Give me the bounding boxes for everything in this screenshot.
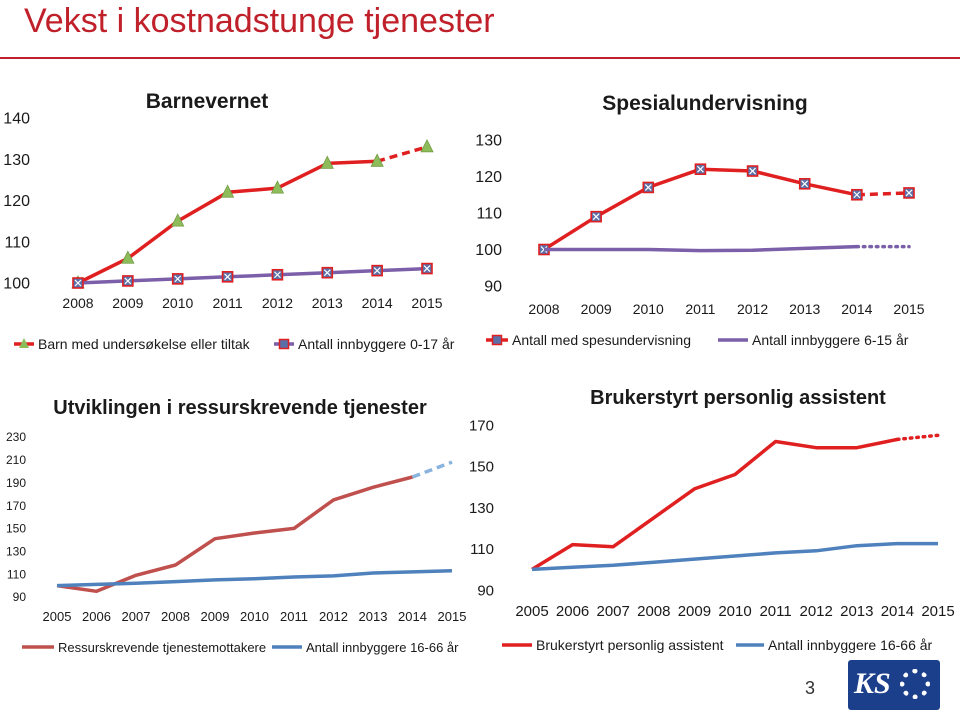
- chart1-legend1-label: Antall innbyggere 6-15 år: [752, 332, 909, 348]
- chart0-ytick-label: 100: [3, 275, 30, 293]
- chart0-ytick-label: 120: [3, 193, 30, 211]
- chart2-xtick-label: 2010: [240, 609, 269, 624]
- chart2-xtick-label: 2013: [358, 609, 388, 624]
- chart3-ytick-label: 110: [470, 541, 494, 558]
- page-number: 3: [805, 678, 816, 698]
- chart0-legend1-label: Antall innbyggere 0-17 år: [298, 336, 455, 352]
- chart3-legend1-label: Antall innbyggere 16-66 år: [768, 637, 933, 653]
- chart1-series0-point: [748, 166, 758, 176]
- chart0-xtick-label: 2012: [261, 295, 294, 311]
- chart0-series0-line: [78, 161, 377, 283]
- chart1-ytick-label: 110: [476, 205, 502, 223]
- chart1-xtick-label: 2014: [841, 301, 873, 317]
- chart2-xtick-label: 2007: [121, 609, 151, 624]
- chart1-xtick-label: 2013: [789, 301, 821, 317]
- chart3-xtick-label: 2012: [799, 603, 833, 620]
- chart1-xtick-label: 2010: [632, 301, 664, 317]
- chart2-xtick-label: 2014: [398, 609, 427, 624]
- chart2-xtick-label: 2008: [161, 609, 190, 624]
- chart0-xtick-label: 2013: [311, 295, 343, 311]
- chart3-ytick-label: 170: [468, 417, 494, 435]
- chart1-ytick-label: 130: [475, 132, 502, 150]
- chart3-xtick-label: 2008: [637, 603, 671, 620]
- chart1-xtick-label: 2012: [736, 301, 769, 317]
- chart1-series0-point: [904, 188, 914, 198]
- chart0-xtick-label: 2009: [112, 295, 144, 311]
- chart1-series0-point: [643, 182, 653, 192]
- chart3-xtick-label: 2006: [555, 603, 590, 620]
- chart0-series1-point: [173, 274, 183, 284]
- chart3-ytick-label: 130: [468, 499, 494, 517]
- chart2-series0-projection: [413, 462, 453, 477]
- chart3-xtick-label: 2013: [840, 603, 874, 620]
- chart2-ytick-label: 170: [5, 498, 26, 513]
- chart0-xtick-label: 2015: [411, 295, 443, 311]
- chart1-ytick-label: 100: [475, 242, 502, 260]
- chart2-ytick-label: 210: [5, 453, 26, 468]
- chart3-series0-projection: [897, 435, 938, 439]
- chart3-xtick-label: 2005: [515, 603, 549, 620]
- chart0-ytick-label: 130: [3, 151, 30, 169]
- chart2-ytick-label: 90: [12, 590, 26, 605]
- chart2-series1-line: [57, 571, 452, 586]
- chart2-ytick-label: 230: [5, 430, 26, 445]
- chart2-xtick-label: 2005: [42, 609, 72, 624]
- chart1-legend0-marker: [493, 336, 502, 345]
- chart0-series0-projection: [377, 147, 427, 161]
- chart1-series0-point: [800, 179, 810, 189]
- ks-logo-ring-icon: [900, 669, 930, 699]
- chart1-series0-point: [852, 190, 862, 200]
- chart3-ytick-label: 150: [468, 458, 494, 476]
- chart1-legend0-label: Antall med spesundervisning: [512, 332, 691, 348]
- chart0-series1-point: [272, 270, 282, 280]
- chart0-series1-point: [73, 278, 83, 288]
- chart1-xtick-label: 2008: [528, 301, 560, 317]
- chart3-legend0-label: Brukerstyrt personlig assistent: [536, 637, 724, 653]
- chart2-ytick-label: 150: [5, 521, 26, 536]
- chart1-series0-projection: [857, 193, 909, 195]
- chart3-xtick-label: 2015: [921, 603, 955, 620]
- chart2-xtick-label: 2009: [200, 609, 230, 624]
- chart0-xtick-label: 2008: [62, 295, 94, 311]
- ks-logo: [848, 660, 940, 710]
- chart1-xtick-label: 2009: [580, 301, 612, 317]
- chart2-xtick-label: 2015: [437, 609, 467, 624]
- chart0-series0-point: [421, 140, 433, 152]
- chart0-xtick-label: 2014: [361, 295, 393, 311]
- chart0-series1-point: [223, 272, 233, 282]
- chart2-ytick-label: 130: [5, 544, 26, 559]
- chart0-series1-point: [123, 276, 133, 286]
- chart1-ytick-label: 90: [484, 278, 502, 296]
- chart0-series1-point: [372, 266, 382, 276]
- chart1-series1-line: [544, 247, 857, 251]
- chart1-xtick-label: 2011: [685, 301, 716, 317]
- chart1-series0-point: [695, 164, 705, 174]
- chart3-series0-line: [532, 439, 897, 569]
- chart2-legend0-label: Ressurskrevende tjenestemottakere: [58, 640, 267, 655]
- chart3-xtick-label: 2009: [677, 603, 712, 620]
- chart0-legend0-label: Barn med undersøkelse eller tiltak: [38, 336, 250, 352]
- chart0-title: Barnevernet: [145, 90, 269, 113]
- chart3-series1-line: [532, 544, 938, 570]
- chart0-xtick-label: 2010: [162, 295, 194, 311]
- chart0-series1-point: [422, 264, 432, 274]
- chart0-ytick-label: 110: [4, 234, 30, 252]
- chart0-legend1-marker: [280, 340, 289, 349]
- chart1-ytick-label: 120: [475, 169, 502, 187]
- chart3-title: Brukerstyrt personlig assistent: [590, 387, 886, 409]
- chart2-title: Utviklingen i ressurskrevende tjenester: [53, 397, 427, 419]
- chart2-xtick-label: 2012: [319, 609, 348, 624]
- chart3-ytick-label: 90: [477, 582, 494, 600]
- chart3-xtick-label: 2014: [880, 603, 915, 620]
- chart1-series0-point: [591, 212, 601, 222]
- chart1-xtick-label: 2015: [893, 301, 925, 317]
- chart2-ytick-label: 190: [5, 475, 26, 490]
- page-title: Vekst i kostnadstunge tjenester: [24, 2, 495, 40]
- chart3-xtick-label: 2011: [759, 603, 792, 620]
- chart0-ytick-label: 140: [3, 110, 30, 128]
- chart2-ytick-label: 110: [6, 567, 26, 582]
- ks-logo-text: KS: [854, 667, 891, 700]
- chart0-series1-point: [322, 268, 332, 278]
- chart3-xtick-label: 2010: [718, 603, 752, 620]
- chart2-xtick-label: 2006: [82, 609, 111, 624]
- chart2-legend1-label: Antall innbyggere 16-66 år: [306, 640, 459, 655]
- chart3-xtick-label: 2007: [596, 603, 630, 620]
- chart1-title: Spesialundervisning: [602, 92, 808, 115]
- chart0-xtick-label: 2011: [212, 295, 243, 311]
- chart2-xtick-label: 2011: [280, 609, 308, 624]
